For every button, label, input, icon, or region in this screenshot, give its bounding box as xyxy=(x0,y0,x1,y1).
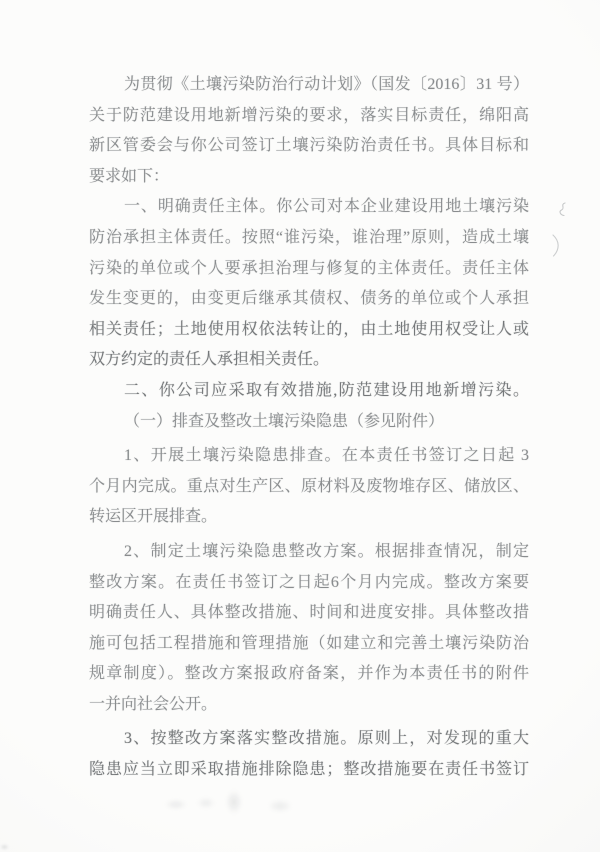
scan-smudge xyxy=(268,800,292,812)
text-line: 施可包括工程措施和管理措施（如建立和完善土壤污染防治 xyxy=(89,634,529,652)
text-line: 相关责任；土地使用权依法转让的，由土地使用权受让人或 xyxy=(89,320,529,338)
scan-mark-squiggle xyxy=(556,201,570,219)
text-line: 新区管委会与你公司签订土壤污染防治责任书。具体目标和 xyxy=(89,137,529,155)
text-line: 一并向社会公开。 xyxy=(89,695,218,713)
text-line: 隐患应当立即采取措施排除隐患；整改措施要在责任书签订 xyxy=(89,761,529,779)
scan-speck xyxy=(0,844,9,850)
scan-mark-curve xyxy=(550,233,564,259)
text-line: 3、按整改方案落实整改措施。原则上，对发现的重大 xyxy=(124,730,529,748)
text-line: 发生变更的，由变更后继承其债权、债务的单位或个人承担 xyxy=(89,290,529,308)
text-line: 污染的单位或个人要承担治理与修复的主体责任。责任主体 xyxy=(89,259,529,277)
text-line: 为贯彻《土壤污染防治行动计划》（国发〔2016〕31 号） xyxy=(124,76,529,93)
text-line: 防治承担主体责任。按照“谁污染，谁治理”原则，造成土壤 xyxy=(89,228,529,246)
text-line: 要求如下： xyxy=(89,167,170,185)
text-line: 一、明确责任主体。你公司对本企业建设用地土壤污染 xyxy=(124,198,529,216)
document-body xyxy=(89,70,529,786)
scan-smudge xyxy=(197,798,215,808)
scan-smudge xyxy=(165,800,187,809)
text-line: 明确责任人、具体整改措施、时间和进度安排。具体整改措 xyxy=(89,604,529,622)
text-line: 规章制度）。整改方案报政府备案，并作为本责任书的附件 xyxy=(89,665,529,683)
text-line: 整改方案。在责任书签订之日起6个月内完成。整改方案要 xyxy=(89,573,529,591)
text-line: 转运区开展排查。 xyxy=(89,508,218,526)
text-line: 2、制定土壤污染隐患整改方案。根据排查情况，制定 xyxy=(124,542,529,560)
text-line: 个月内完成。重点对生产区、原材料及废物堆存区、储放区、 xyxy=(89,477,529,495)
text-line: （一）排查及整改土壤污染隐患（参见附件） xyxy=(124,412,445,430)
text-line: 关于防范建设用地新增污染的要求，落实目标责任，绵阳高 xyxy=(89,106,529,124)
text-line: 1、开展土壤污染隐患排查。在本责任书签订之日起 3 xyxy=(124,447,529,465)
text-line: 二、你公司应采取有效措施,防范建设用地新增污染。 xyxy=(124,381,529,399)
text-line: 双方约定的责任人承担相关责任。 xyxy=(89,351,330,369)
scan-smudge xyxy=(226,790,242,814)
